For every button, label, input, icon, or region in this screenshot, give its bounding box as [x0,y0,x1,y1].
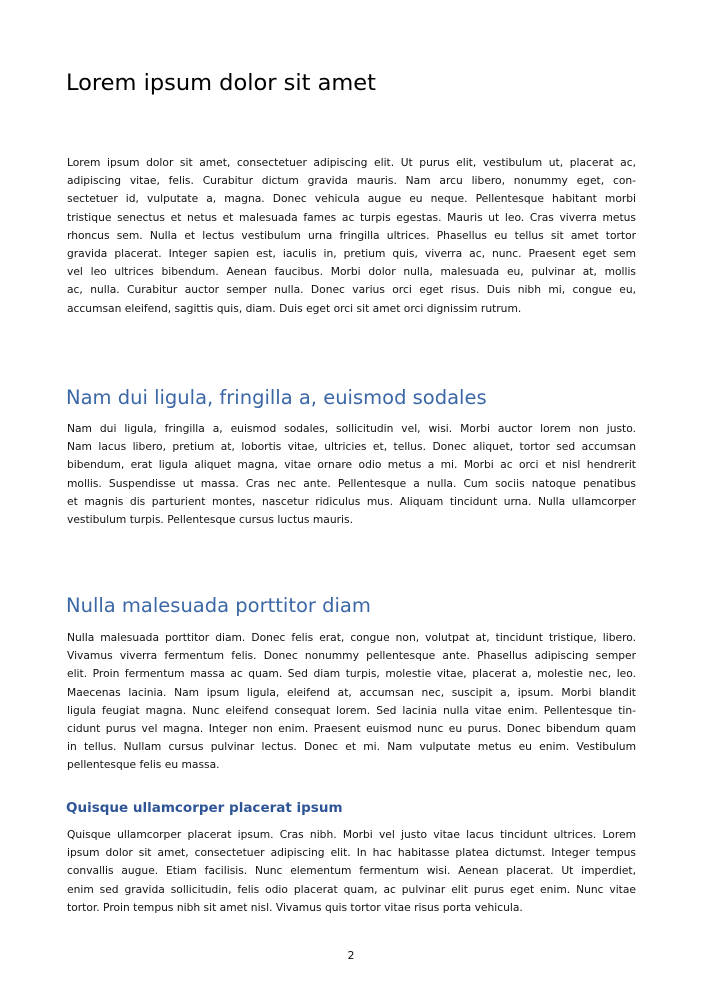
paragraph-line: Nam lacus libero, pretium at, lobortis vitae, ultricies et, tellus. Donec aliquet, tortor sed accumsan [67,440,636,454]
page-number: 2 [347,949,355,962]
paragraph-line: vestibulum turpis. Pellentesque cursus luctus mauris. [67,512,353,526]
section-heading-nam-dui: Nam dui ligula, fringilla a, euismod sodales [66,386,487,409]
paragraph-line: pellentesque felis eu massa. [67,758,220,772]
section-heading-nulla-malesuada: Nulla malesuada porttitor diam [66,594,371,617]
paragraph-line: convallis augue. Etiam facilisis. Nunc elementum fermentum wisi. Aenean placerat. Ut imperdiet, [67,864,636,878]
paragraph-line: tortor. Proin tempus nibh sit amet nisl. Vivamus quis tortor vitae risus porta vehicula. [67,900,523,914]
intro-line: rhoncus sem. Nulla et lectus vestibulum urna fringilla ultrices. Phasellus eu tellus sit amet tortor [67,228,636,242]
paragraph-line: elit. Proin fermentum massa ac quam. Sed diam turpis, molestie vitae, placerat a, molestie nec, leo. [67,667,636,681]
paragraph-line: ipsum dolor sit amet, consectetuer adipiscing elit. In hac habitasse platea dictumst. Integer tempus [67,846,636,860]
paragraph-line: Vivamus viverra fermentum felis. Donec nonummy pellentesque ante. Phasellus adipiscing semper [67,649,636,663]
paragraph-line: Nam dui ligula, fringilla a, euismod sodales, sollicitudin vel, wisi. Morbi auctor lorem non justo. [67,422,636,435]
paragraph-line: ligula feugiat magna. Nunc eleifend consequat lorem. Sed lacinia nulla vitae enim. Pellentesque tin- [67,703,636,717]
paragraph-line: enim sed gravida sollicitudin, felis odio placerat quam, ac pulvinar elit purus eget enim. Nunc vitae [67,882,636,896]
intro-line: gravida placerat. Integer sapien est, iaculis in, pretium quis, viverra ac, nunc. Praesent eget sem [67,246,636,260]
paragraph-line: bibendum, erat ligula aliquet magna, vitae ornare odio metus a mi. Morbi ac orci et nisl hendrerit [67,458,636,472]
paragraph-line: Nulla malesuada porttitor diam. Donec felis erat, congue non, volutpat at, tincidunt tristique, libero. [67,631,636,644]
paragraph-line: in tellus. Nullam cursus pulvinar lectus. Donec et mi. Nam vulputate metus eu enim. Vestibulum [67,740,636,754]
section-nulla-malesuada-paragraph [67,629,636,775]
intro-paragraph [67,154,636,318]
paragraph-line: Maecenas lacinia. Nam ipsum ligula, eleifend at, accumsan nec, suscipit a, ipsum. Morbi blandit [67,685,636,699]
paragraph-line: Quisque ullamcorper placerat ipsum. Cras nibh. Morbi vel justo vitae lacus tincidunt ultrices. Lorem [67,828,636,841]
intro-line: vel leo ultrices bibendum. Aenean faucibus. Morbi dolor nulla, malesuada eu, pulvinar at, mollis [67,265,636,279]
document-title: Lorem ipsum dolor sit amet [66,70,376,96]
intro-line: ac, nulla. Curabitur auctor semper nulla. Donec varius orci eget risus. Duis nibh mi, congue eu, [67,283,636,297]
paragraph-line: et magnis dis parturient montes, nascetur ridiculus mus. Aliquam tincidunt urna. Nulla ullamcorper [67,494,636,508]
subsection-heading-quisque: Quisque ullamcorper placerat ipsum [66,800,343,816]
intro-line: sectetuer id, vulputate a, magna. Donec vehicula augue eu neque. Pellentesque habitant morbi [67,192,636,206]
section-nam-dui-paragraph [67,420,636,529]
subsection-quisque-paragraph [67,826,636,917]
intro-line: adipiscing vitae, felis. Curabitur dictum gravida mauris. Nam arcu libero, nonummy eget, con- [67,174,636,188]
paragraph-line: cidunt purus vel magna. Integer non enim. Praesent euismod nunc eu purus. Donec bibendum quam [67,721,636,735]
intro-line: tristique senectus et netus et malesuada fames ac turpis egestas. Mauris ut leo. Cras viverra metus [67,210,636,224]
paragraph-line: mollis. Suspendisse ut massa. Cras nec ante. Pellentesque a nulla. Cum sociis natoque penatibus [67,476,636,490]
intro-line: accumsan eleifend, sagittis quis, diam. Duis eget orci sit amet orci dignissim rutrum. [67,301,522,315]
intro-line: Lorem ipsum dolor sit amet, consectetuer adipiscing elit. Ut purus elit, vestibulum ut, placerat ac, [67,156,636,169]
